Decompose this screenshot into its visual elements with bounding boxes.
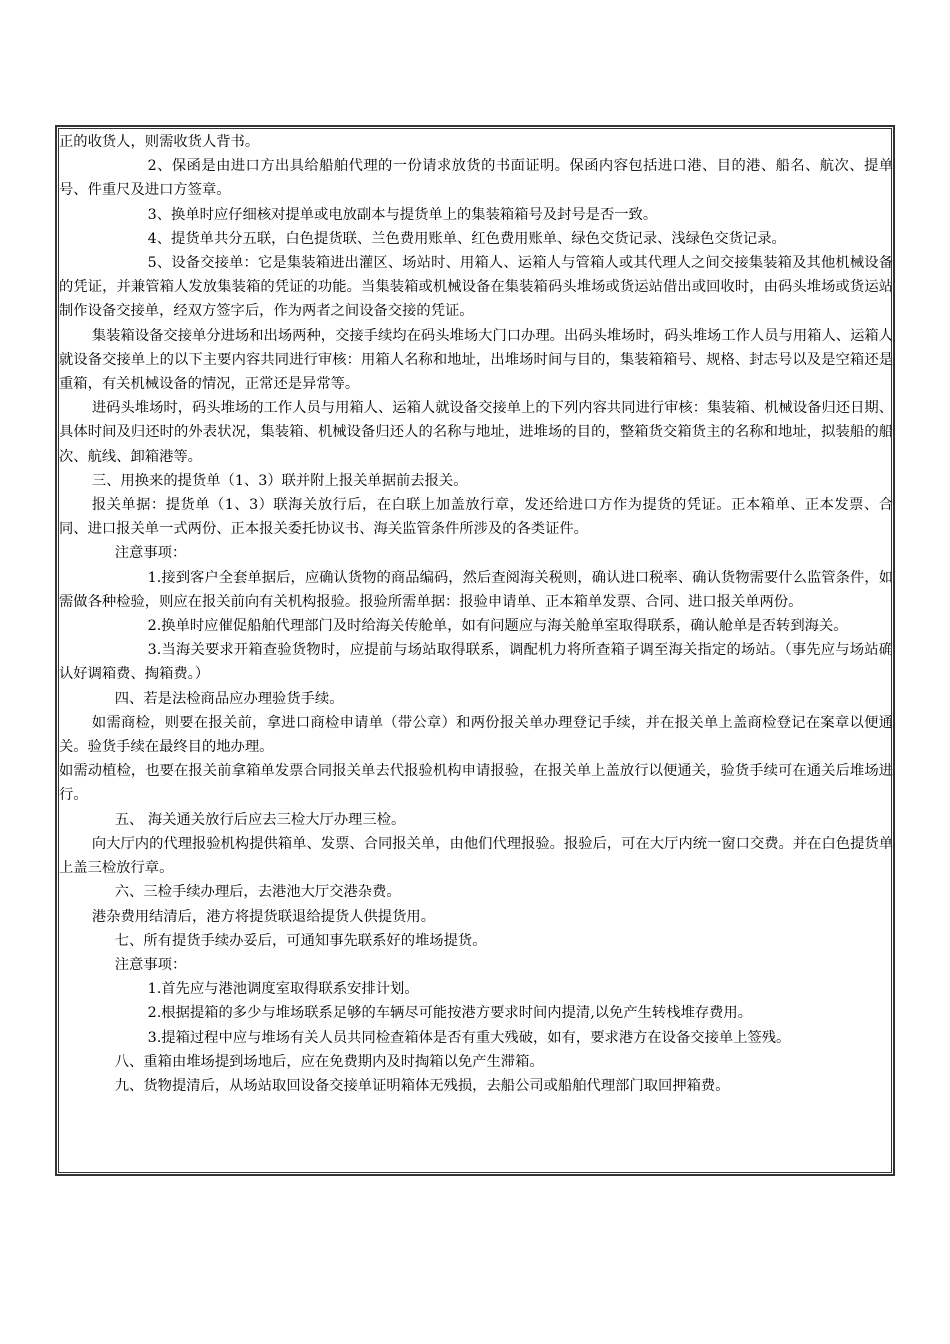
paragraph-3: 3、换单时应仔细核对提单或电放副本与提货单上的集装箱箱号及封号是否一致。	[147, 206, 658, 223]
paragraph-8: 三、用换来的提货单（1、3）联并附上报关单据前去报关。	[91, 472, 468, 489]
document-body	[59, 130, 893, 1098]
paragraph-25: 3.提箱过程中应与堆场有关人员共同检查箱体是否有重大残破，如有，要求港方在设备交接单上签残。	[147, 1029, 791, 1046]
paragraph-10: 注意事项：	[114, 545, 187, 562]
paragraph-22: 注意事项：	[114, 956, 187, 973]
paragraph-21: 七、所有提货手续办妥后，可通知事先联系好的堆场提货。	[114, 932, 487, 949]
paragraph-2: 2、保函是由进口方出具给船舶代理的一份请求放货的书面证明。保函内容包括进口港、目的港、船名、航次、提单号、件重尺及进口方签章。	[59, 158, 893, 199]
paragraph-27: 九、货物提清后，从场站取回设备交接单证明箱体无残损，去船公司或船舶代理部门取回押箱费。	[114, 1077, 730, 1094]
paragraph-19: 六、三检手续办理后，去港池大厅交港杂费。	[114, 884, 401, 901]
paragraph-1: 正的收货人，则需收货人背书。	[59, 134, 260, 150]
paragraph-26: 八、重箱由堆场提到场地后，应在免费期内及时掏箱以免产生滞箱。	[114, 1053, 544, 1070]
paragraph-18: 向大厅内的代理报验机构提供箱单、发票、合同报关单，由他们代理报验。报验后，可在大厅内统一窗口交费。并在白色提货单上盖三检放行章。	[59, 835, 893, 877]
paragraph-16: 如需动植检，也要在报关前拿箱单发票合同报关单去代报验机构申请报验，在报关单上盖放行以便通关，验货手续可在通关后堆场进行。	[59, 763, 893, 804]
paragraph-5: 5、设备交接单：它是集装箱进出灌区、场站时、用箱人、运箱人与管箱人或其代理人之间交接集装箱及其他机械设备的凭证，并兼管箱人发放集装箱的凭证的功能。当集装箱或机械设备在集装箱码头堆场或货运站借出或回收时，由码头堆场或货运站制作设备交接单，经双方签字后，作为两者之间设备交接的凭证。	[59, 255, 893, 320]
paragraph-9: 报关单据：提货单（1、3）联海关放行后，在白联上加盖放行章，发还给进口方作为提货的凭证。正本箱单、正本发票、合同、进口报关单一式两份、正本报关委托协议书、海关监管条件所涉及的各类证件。	[59, 497, 893, 538]
paragraph-4: 4、提货单共分五联，白色提货联、兰色费用账单、红色费用账单、绿色交货记录、浅绿色交货记录。	[147, 230, 786, 247]
paragraph-15: 如需商检，则要在报关前，拿进口商检申请单（带公章）和两份报关单办理登记手续，并在报关单上盖商检登记在案章以便通关。验货手续在最终目的地办理。	[59, 714, 893, 756]
document-frame	[55, 125, 895, 1176]
paragraph-7: 进码头堆场时，码头堆场的工作人员与用箱人、运箱人就设备交接单上的下列内容共同进行审核：集装箱、机械设备归还日期、具体时间及归还时的外表状况，集装箱、机械设备归还人的名称与地址，进堆场的目的，整箱货交箱货主的名称和地址，拟装船的船次、航线、卸箱港等。	[59, 400, 893, 465]
paragraph-6: 集装箱设备交接单分进场和出场两种，交接手续均在码头堆场大门口办理。出码头堆场时，码头堆场工作人员与用箱人、运箱人就设备交接单上的以下主要内容共同进行审核：用箱人名称和地址，出堆场时间与目的，集装箱箱号、规格、封志号以及是空箱还是重箱，有关机械设备的情况，正常还是异常等。	[59, 327, 893, 393]
paragraph-11: 1.接到客户全套单据后，应确认货物的商品编码，然后查阅海关税则，确认进口税率、确认货物需要什么监管条件，如需做各种检验，则应在报关前向有关机构报验。报验所需单据：报验申请单、正本箱单发票、合同、进口报关单两份。	[59, 569, 893, 610]
paragraph-24: 2.根据提箱的多少与堆场联系足够的车辆尽可能按港方要求时间内提清,以免产生转栈堆存费用。	[147, 1005, 753, 1022]
paragraph-17: 五、 海关通关放行后应去三检大厅办理三检。	[114, 811, 406, 828]
paragraph-13: 3.当海关要求开箱查验货物时，应提前与场站取得联系，调配机力将所查箱子调至海关指定的场站。（事先应与场站确认好调箱费、掏箱费。）	[59, 642, 893, 683]
paragraph-14: 四、若是法检商品应办理验货手续。	[114, 690, 344, 707]
paragraph-20: 港杂费用结清后，港方将提货联退给提货人供提货用。	[91, 908, 435, 925]
paragraph-12: 2.换单时应催促船舶代理部门及时给海关传舱单，如有问题应与海关舱单室取得联系，确认舱单是否转到海关。	[147, 618, 848, 635]
paragraph-23: 1.首先应与港池调度室取得联系安排计划。	[147, 981, 419, 998]
